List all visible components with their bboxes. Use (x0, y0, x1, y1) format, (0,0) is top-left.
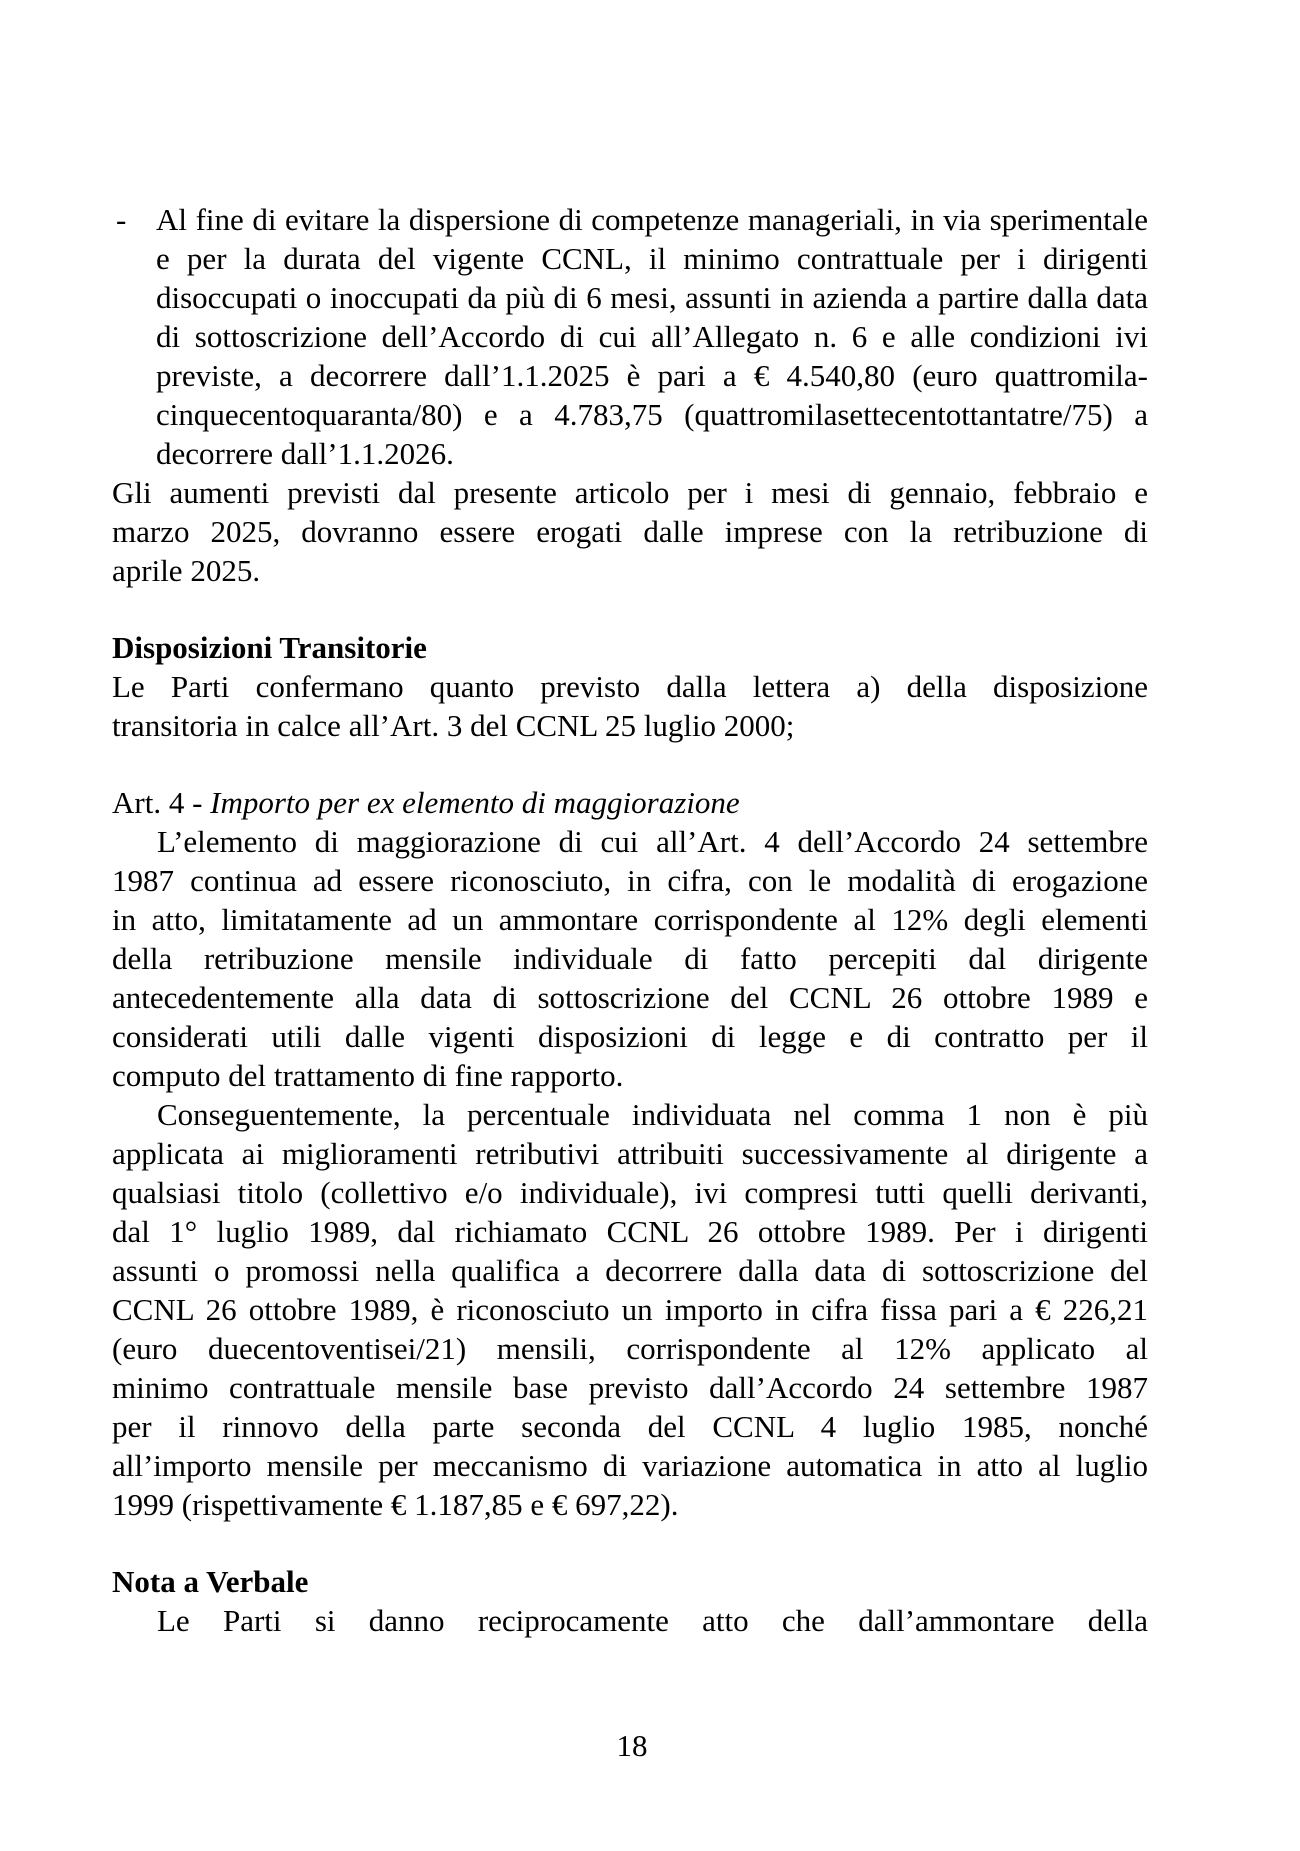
text-line: della retribuzione mensile individuale di fatto percepiti dal dirigente (112, 941, 1148, 976)
page-number: 18 (616, 1728, 648, 1763)
text-line: disoccupati o inoccupati da più di 6 mesi, assunti in azienda a partire dalla data (156, 280, 1148, 315)
articolo-4-prefix: Art. 4 - (112, 785, 211, 820)
page-body-text (112, 200, 1148, 1640)
text-line: di sottoscrizione dell’Accordo di cui all’Allegato n. 6 e alle condizioni ivi (156, 319, 1148, 354)
text-line: e per la durata del vigente CCNL, il minimo contrattuale per i dirigenti (156, 241, 1148, 276)
bullet-paragraph-lines (156, 200, 1148, 473)
text-line: Gli aumenti previsti dal presente articolo per i mesi di gennaio, febbraio e (112, 475, 1148, 510)
text-line: (euro duecentoventisei/21) mensili, corrispondente al 12% applicato al (112, 1331, 1148, 1366)
bullet-dash-marker: - (116, 202, 127, 237)
text-line: Conseguentemente, la percentuale individuata nel comma 1 non è più (157, 1097, 1148, 1132)
heading-articolo-4 (112, 783, 1148, 822)
text-line: computo del trattamento di fine rapporto. (112, 1058, 624, 1093)
text-line: antecedentemente alla data di sottoscrizione del CCNL 26 ottobre 1989 e (112, 980, 1148, 1015)
text-line: 1987 continua ad essere riconosciuto, in cifra, con le modalità di erogazione (112, 863, 1148, 898)
bullet-paragraph-minimo-contrattuale (112, 200, 1148, 473)
paragraph-aumenti (112, 473, 1148, 590)
heading-nota-a-verbale: Nota a Verbale (112, 1564, 309, 1599)
text-line: cinquecentoquaranta/80) e a 4.783,75 (quattromilasettecentottantatre/75) a (156, 397, 1148, 432)
text-line: Le Parti confermano quanto previsto dalla lettera a) della disposizione (112, 669, 1148, 704)
heading-disposizioni-transitorie: Disposizioni Transitorie (112, 630, 427, 665)
text-line: considerati utili dalle vigenti disposizioni di legge e di contratto per il (112, 1019, 1148, 1054)
paragraph-articolo-4-comma-2 (112, 1095, 1148, 1524)
text-line: previste, a decorrere dall’1.1.2025 è pari a € 4.540,80 (euro quattromila- (156, 358, 1148, 393)
text-line: Al fine di evitare la dispersione di competenze manageriali, in via sperimentale (156, 202, 1148, 237)
text-line: all’importo mensile per meccanismo di variazione automatica in atto al luglio (112, 1448, 1148, 1483)
text-line: aprile 2025. (112, 553, 261, 588)
paragraph-articolo-4-comma-1 (112, 822, 1148, 1095)
text-line: in atto, limitatamente ad un ammontare corrispondente al 12% degli elementi (112, 902, 1148, 937)
text-line: decorrere dall’1.1.2026. (156, 436, 454, 471)
text-line: qualsiasi titolo (collettivo e/o individuale), ivi compresi tutti quelli derivanti, (112, 1175, 1148, 1210)
text-line: per il rinnovo della parte seconda del CCNL 4 luglio 1985, nonché (112, 1409, 1148, 1444)
text-line: transitoria in calce all’Art. 3 del CCNL 25 luglio 2000; (112, 708, 795, 743)
paragraph-disposizioni-transitorie (112, 667, 1148, 745)
text-line: CCNL 26 ottobre 1989, è riconosciuto un importo in cifra fissa pari a € 226,21 (112, 1292, 1148, 1327)
articolo-4-title: Importo per ex elemento di maggiorazione (210, 785, 740, 820)
paragraph-nota-a-verbale (112, 1601, 1148, 1640)
text-line: L’elemento di maggiorazione di cui all’Art. 4 dell’Accordo 24 settembre (157, 824, 1148, 859)
text-line: marzo 2025, dovranno essere erogati dalle imprese con la retribuzione di (112, 514, 1148, 549)
text-line: dal 1° luglio 1989, dal richiamato CCNL 26 ottobre 1989. Per i dirigenti (112, 1214, 1148, 1249)
text-line: applicata ai miglioramenti retributivi attribuiti successivamente al dirigente a (112, 1136, 1148, 1171)
text-line: assunti o promossi nella qualifica a decorrere dalla data di sottoscrizione del (112, 1253, 1148, 1288)
text-line: Le Parti si danno reciprocamente atto che dall’ammontare della (157, 1603, 1148, 1638)
text-line: 1999 (rispettivamente € 1.187,85 e € 697,22). (112, 1487, 679, 1522)
text-line: minimo contrattuale mensile base previsto dall’Accordo 24 settembre 1987 (112, 1370, 1148, 1405)
